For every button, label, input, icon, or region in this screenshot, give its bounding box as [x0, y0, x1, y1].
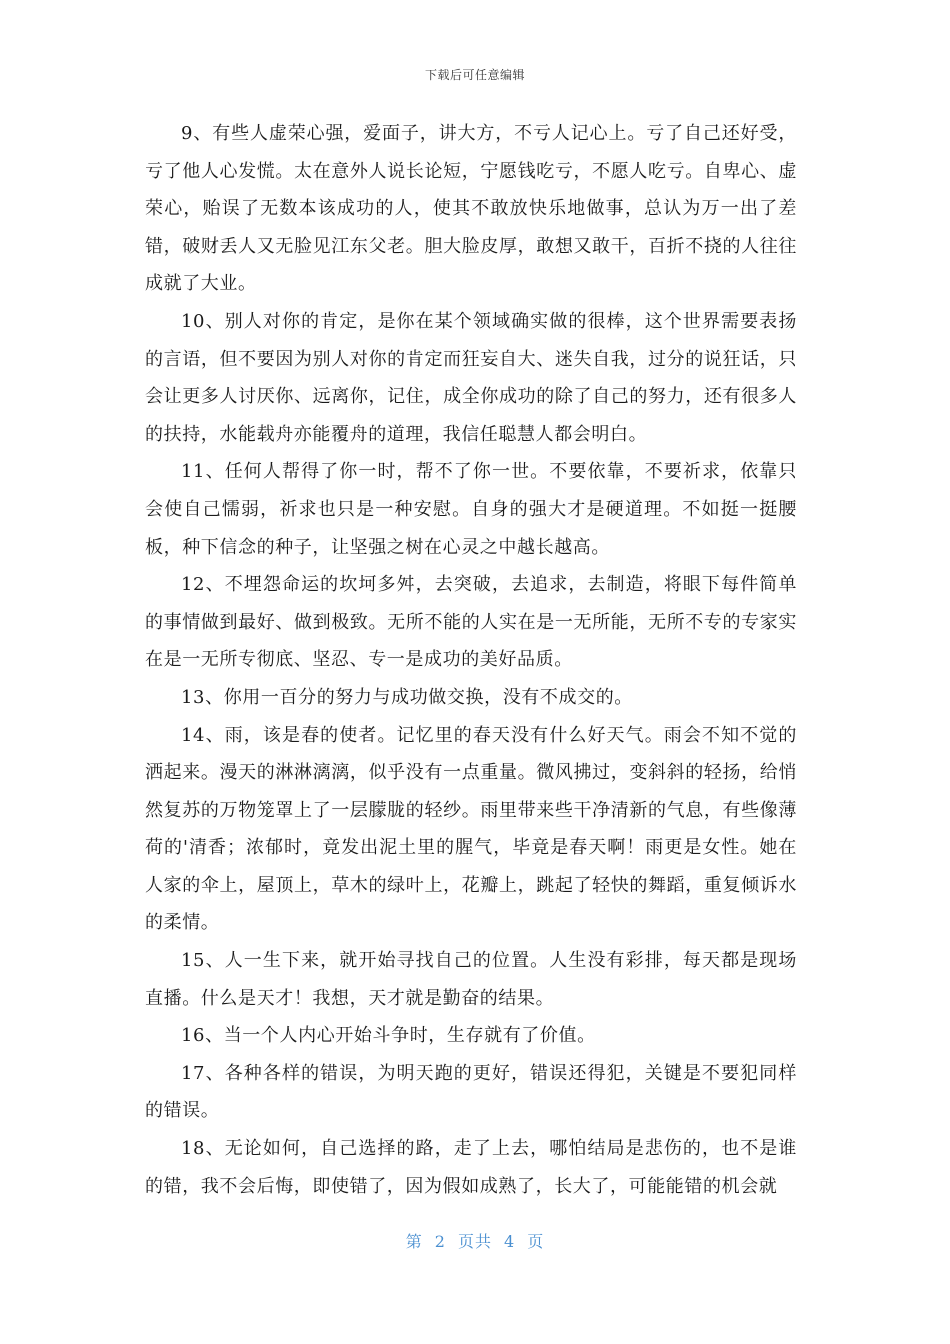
document-body: [145, 115, 797, 1205]
current-page-number: 2: [434, 1232, 446, 1251]
page-header: 下载后可任意编辑: [424, 68, 525, 82]
paragraph-18: 18、无论如何，自己选择的路，走了上去，哪怕结局是悲伤的，也不是谁的错，我不会后悔，即使错了，因为假如成熟了，长大了，可能能错的机会就: [145, 1138, 797, 1197]
paragraph-13: 13、你用一百分的努力与成功做交换，没有不成交的。: [181, 686, 633, 708]
paragraph-10: 10、别人对你的肯定，是你在某个领域确实做的很棒，这个世界需要表扬的言语，但不要因为别人对你的肯定而狂妄自大、迷失自我，过分的说狂话，只会让更多人讨厌你、远离你，记住，成全你成功的除了自己的努力，还有很多人的扶持，水能载舟亦能覆舟的道理，我信任聪慧人都会明白。: [145, 310, 797, 445]
paragraph-12: 12、不埋怨命运的坎坷多舛，去突破，去追求，去制造，将眼下每件简单的事情做到最好、做到极致。无所不能的人实在是一无所能，无所不专的专家实在是一无所专彻底、坚忍、专一是成功的美好品质。: [145, 574, 797, 671]
page-footer: [0, 1229, 950, 1252]
footer-prefix: 第: [405, 1232, 423, 1251]
paragraph-14: 14、雨，该是春的使者。记忆里的春天没有什么好天气。雨会不知不觉的洒起来。漫天的淋淋漓漓，似乎没有一点重量。微风拂过，变斜斜的轻扬，给悄然复苏的万物笼罩上了一层朦胧的轻纱。雨里带来些干净清新的气息，有些像薄荷的'清香；浓郁时，竟发出泥土里的腥气，毕竟是春天啊！雨更是女性。她在人家的伞上，屋顶上，草木的绿叶上，花瓣上，跳起了轻快的舞蹈，重复倾诉水的柔情。: [145, 724, 797, 934]
paragraph-11: 11、任何人帮得了你一时，帮不了你一世。不要依靠，不要祈求，依靠只会使自己懦弱，祈求也只是一种安慰。自身的强大才是硬道理。不如挺一挺腰板，种下信念的种子，让坚强之树在心灵之中越长越高。: [145, 461, 797, 558]
footer-middle: 页共: [457, 1232, 492, 1251]
footer-suffix: 页: [527, 1232, 545, 1251]
paragraph-15: 15、人一生下来，就开始寻找自己的位置。人生没有彩排，每天都是现场直播。什么是天才！我想，天才就是勤奋的结果。: [145, 950, 797, 1009]
paragraph-16: 16、当一个人内心开始斗争时，生存就有了价值。: [181, 1025, 596, 1047]
paragraph-9: 9、有些人虚荣心强，爱面子，讲大方，不亏人记心上。亏了自己还好受，亏了他人心发慌。太在意外人说长论短，宁愿钱吃亏，不愿人吃亏。自卑心、虚荣心，贻误了无数本该成功的人，使其不敢放快乐地做事，总认为万一出了差错，破财丢人又无脸见江东父老。胆大脸皮厚，敢想又敢干，百折不挠的人往往成就了大业。: [145, 123, 797, 295]
paragraph-17: 17、各种各样的错误，为明天跑的更好，错误还得犯，关键是不要犯同样的错误。: [145, 1062, 797, 1122]
total-pages-number: 4: [504, 1232, 516, 1251]
